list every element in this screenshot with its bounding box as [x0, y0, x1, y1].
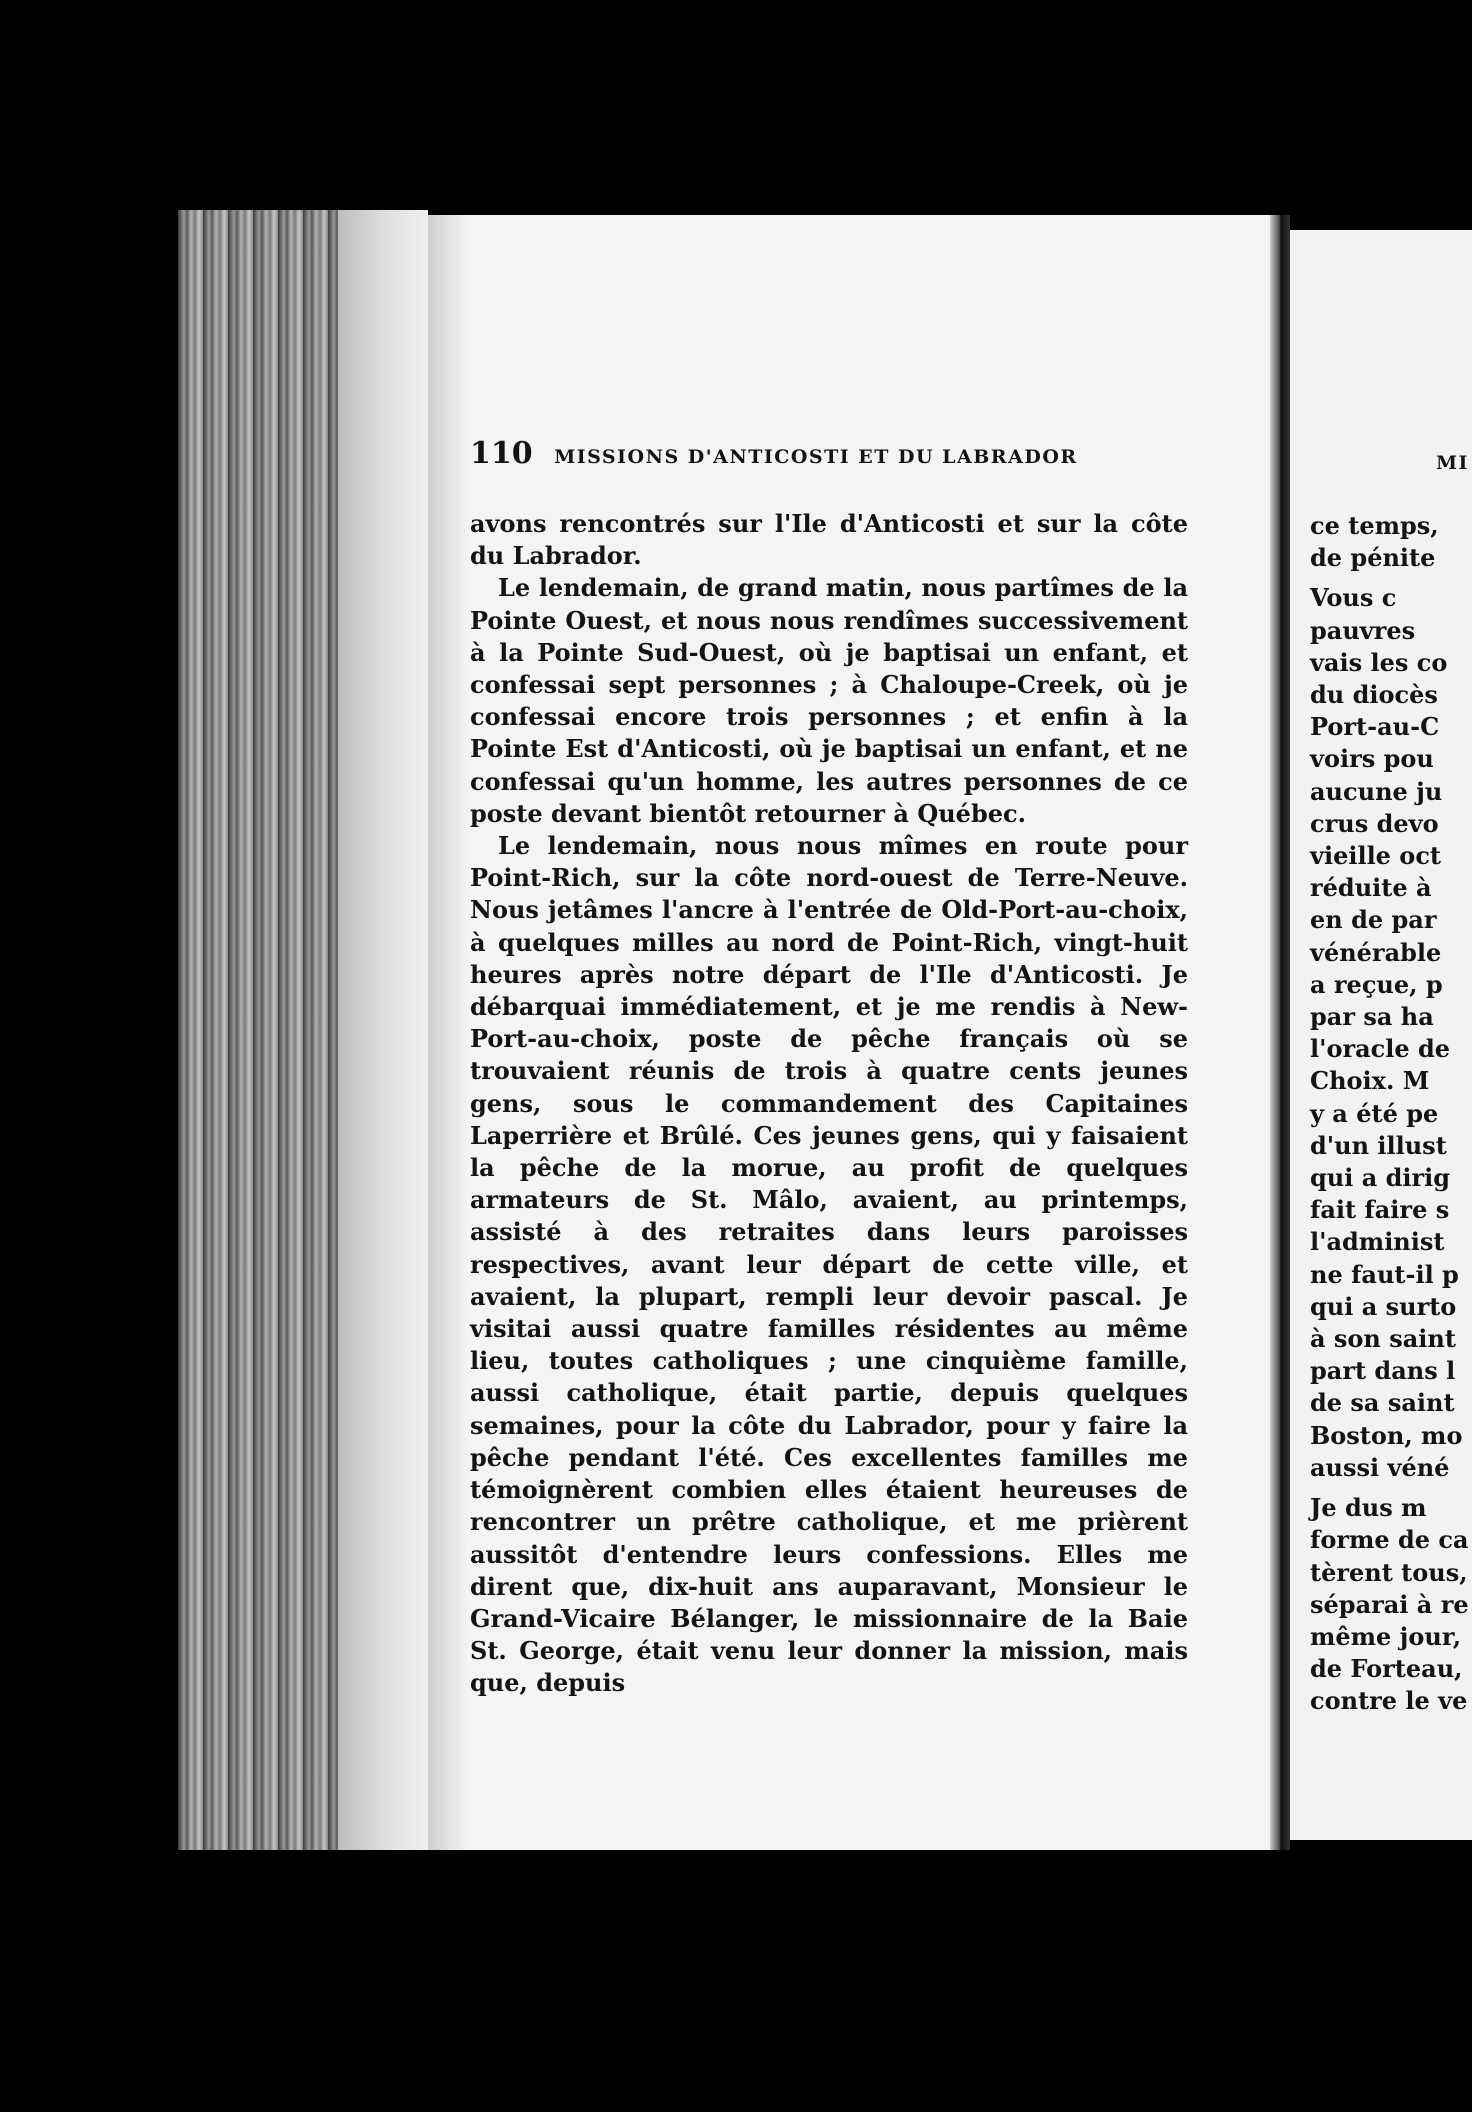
right-page-line: Boston, mo — [1310, 1420, 1463, 1450]
right-page-text — [1310, 510, 1472, 1718]
paragraph: Le lendemain, nous nous mîmes en route pour Point-Rich, sur la côte nord-ouest de Terre-Neuve. Nous jetâmes l'ancre à l'entrée de Old-Port-au-choix, à quelques milles au nord de Point-Rich, vingt-huit heures après notre départ de l'Ile d'Anticosti. Je débarquai immédiatement, et je me rendis à New-Port-au-choix, poste de pêche français où se trouvaient réunis de trois à quatre cents jeunes gens, sous le commandement des Capitaines Laperrière et Brûlé. Ces jeunes gens, qui y faisaient la pêche de la morue, au profit de quelques armateurs de St. Mâlo, avaient, au printemps, assisté à des retraites dans leurs paroisses respectives, avant leur départ de cette ville, et avaient, la plupart, rempli leur devoir pascal. Je visitai aussi quatre familles résidentes au même lieu, toutes catholiques ; une cinquième famille, aussi catholique, était partie, depuis quelques semaines, pour la côte du Labrador, pour y faire la pêche pendant l'été. Ces excellentes familles me témoignèrent combien elles étaient heureuses de rencontrer un prêtre catholique, et me prièrent aussitôt d'entendre leurs confessions. Elles me dirent que, dix-huit ans auparavant, Monsieur le Grand-Vicaire Bélanger, le missionnaire de la Baie St. George, était venu leur donner la mission, mais que, depuis — [470, 831, 1188, 1698]
right-page-line: crus devo — [1310, 808, 1439, 838]
right-page-line: vieille oct — [1310, 841, 1442, 871]
right-page-line: tèrent tous, — [1310, 1557, 1468, 1587]
right-page-line: pauvres — [1310, 615, 1416, 645]
page-number: 110 — [470, 436, 533, 471]
right-page-line: à son saint — [1310, 1324, 1456, 1354]
paragraph: Le lendemain, de grand matin, nous partîmes de la Pointe Ouest, et nous nous rendîmes successivement à la Pointe Sud-Ouest, où je baptisai un enfant, et confessai sept personnes ; à Chaloupe-Creek, où je confessai encore trois personnes ; et enfin à la Pointe Est d'Anticosti, où je baptisai un enfant, et ne confessai qu'un homme, les autres personnes de ce poste devant bientôt retourner à Québec. — [470, 573, 1188, 828]
right-page-line: même jour, — [1310, 1621, 1462, 1651]
right-page-line: vais les co — [1310, 647, 1448, 677]
right-page-line: séparai à re — [1310, 1589, 1469, 1619]
right-page-line: qui a dirig — [1310, 1163, 1451, 1193]
right-page-line: fait faire s — [1310, 1195, 1450, 1225]
right-page-line: réduite à — [1310, 873, 1432, 903]
right-page-line: vénérable — [1310, 937, 1442, 967]
right-page-line: Vous c — [1310, 583, 1397, 613]
right-running-head: MI — [1436, 452, 1469, 474]
line-gap — [1310, 1484, 1472, 1492]
right-page-line: d'un illust — [1310, 1130, 1447, 1160]
right-page-line: aussi véné — [1310, 1452, 1450, 1482]
right-page-line: voirs pou — [1310, 744, 1434, 774]
paragraph: avons rencontrés sur l'Ile d'Anticosti et sur la côte du Labrador. — [470, 509, 1188, 571]
right-page-line: Je dus m — [1310, 1493, 1427, 1523]
right-page-line: contre le ve — [1310, 1686, 1468, 1716]
line-gap — [1310, 574, 1472, 582]
right-page-line: ne faut-il p — [1310, 1259, 1459, 1289]
page-edge — [178, 210, 428, 1850]
right-page-line: a reçue, p — [1310, 969, 1443, 999]
right-page-line: de Forteau, — [1310, 1654, 1463, 1684]
right-page-line: ce temps, — [1310, 511, 1439, 540]
right-page-line: forme de ca — [1310, 1525, 1469, 1555]
right-page-line: qui a surto — [1310, 1291, 1457, 1321]
right-page-line: part dans l — [1310, 1356, 1456, 1386]
running-title: MISSIONS D'ANTICOSTI ET DU LABRADOR — [554, 446, 1078, 468]
right-page-line: aucune ju — [1310, 776, 1443, 806]
right-page-line: par sa ha — [1310, 1002, 1434, 1032]
right-page-line: du diocès — [1310, 680, 1438, 710]
body-text — [470, 508, 1188, 1700]
right-page-line: de sa saint — [1310, 1388, 1455, 1418]
right-page-line: de pénite — [1310, 543, 1436, 573]
right-page-line: l'oracle de — [1310, 1034, 1451, 1064]
right-page-line: en de par — [1310, 905, 1437, 935]
right-page-line: l'administ — [1310, 1227, 1445, 1257]
right-page-line: Port-au-C — [1310, 712, 1440, 742]
right-page-line: y a été pe — [1310, 1098, 1439, 1128]
right-page — [1290, 230, 1472, 1840]
book-gutter — [1270, 215, 1290, 1850]
running-head — [470, 436, 1190, 471]
right-page-line: Choix. M — [1310, 1066, 1430, 1096]
